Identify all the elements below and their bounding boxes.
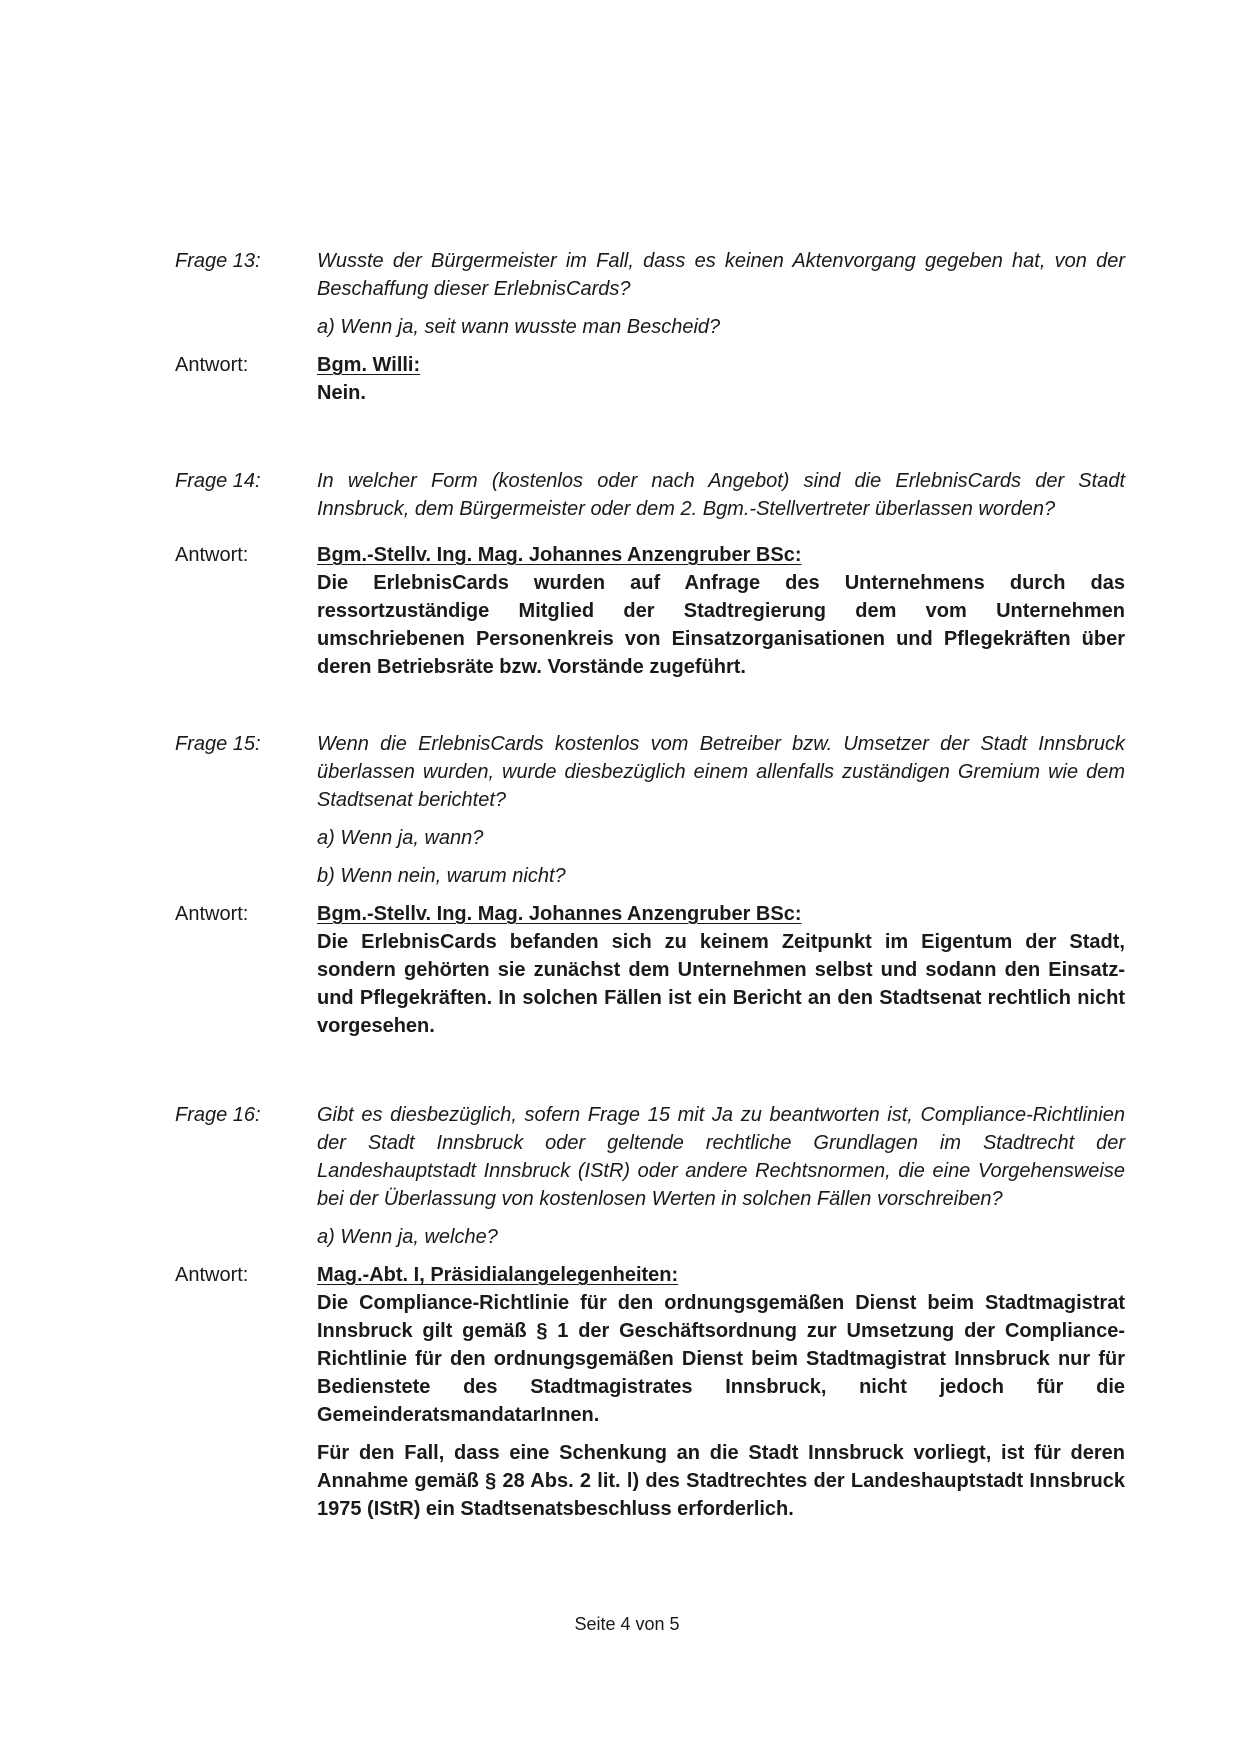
responder-name: Bgm.-Stellv. Ing. Mag. Johannes Anzengruber BSc: (317, 544, 802, 566)
frage-label: Frage 16: (175, 1104, 261, 1126)
answer-text: Die ErlebnisCards befanden sich zu keinem Zeitpunkt im Eigentum der Stadt, sondern gehörten sie zunächst dem Unternehmen selbst und sodann den Einsatz- und Pflegekräften. In solchen Fällen ist ein Bericht an den Stadtsenat rechtlich nicht vorgesehen. (317, 931, 1125, 1037)
antwort-label: Antwort: (175, 903, 249, 925)
question-sub-item: a) Wenn ja, welche? (317, 1226, 498, 1248)
responder-name: Bgm. Willi: (317, 354, 421, 376)
question-text: Wenn die ErlebnisCards kostenlos vom Betreiber bzw. Umsetzer der Stadt Innsbruck überlassen wurden, wurde diesbezüglich einem allenfalls zuständigen Gremium wie dem Stadtsenat berichtet? (317, 733, 1125, 811)
responder-name: Bgm.-Stellv. Ing. Mag. Johannes Anzengruber BSc: (317, 903, 802, 925)
responder-name: Mag.-Abt. I, Präsidialangelegenheiten: (317, 1264, 679, 1286)
frage-label: Frage 14: (175, 470, 261, 492)
answer-text-paragraph-2: Für den Fall, dass eine Schenkung an die Stadt Innsbruck vorliegt, ist für deren Annahme gemäß § 28 Abs. 2 lit. l) des Stadtrechtes der Landeshauptstadt Innsbruck 1975 (IStR) ein Stadtsenatsbeschluss erforderlich. (317, 1442, 1125, 1520)
question-block-16 (175, 1101, 1135, 1523)
question-text: Wusste der Bürgermeister im Fall, dass es keinen Aktenvorgang gegeben hat, von der Beschaffung dieser ErlebnisCards? (317, 250, 1125, 300)
question-sub-item: a) Wenn ja, wann? (317, 827, 484, 849)
antwort-label: Antwort: (175, 1264, 249, 1286)
answer-text: Die ErlebnisCards wurden auf Anfrage des Unternehmens durch das ressortzuständige Mitglied der Stadtregierung dem vom Unternehmen umschriebenen Personenkreis von Einsatzorganisationen und Pflegekräften über deren Betriebsräte bzw. Vorstände zugeführt. (317, 572, 1125, 678)
question-block-13 (175, 247, 1135, 407)
frage-label: Frage 13: (175, 250, 261, 272)
antwort-label: Antwort: (175, 544, 249, 566)
question-text: Gibt es diesbezüglich, sofern Frage 15 mit Ja zu beantworten ist, Compliance-Richtlinien der Stadt Innsbruck oder geltende rechtliche Grundlagen im Stadtrecht der Landeshauptstadt Innsbruck (IStR) oder andere Rechtsnormen, die eine Vorgehensweise bei der Überlassung von kostenlosen Werten in solchen Fällen vorschreiben? (317, 1104, 1125, 1210)
question-sub-item: b) Wenn nein, warum nicht? (317, 865, 566, 887)
question-sub-item: a) Wenn ja, seit wann wusste man Bescheid? (317, 316, 721, 338)
question-block-15 (175, 730, 1135, 1040)
frage-label: Frage 15: (175, 733, 261, 755)
antwort-label: Antwort: (175, 354, 249, 376)
question-text: In welcher Form (kostenlos oder nach Angebot) sind die ErlebnisCards der Stadt Innsbruck, dem Bürgermeister oder dem 2. Bgm.-Stellvertreter überlassen worden? (317, 470, 1125, 520)
question-block-14 (175, 467, 1135, 681)
page-number-footer: Seite 4 von 5 (574, 1614, 680, 1634)
answer-text: Die Compliance-Richtlinie für den ordnungsgemäßen Dienst beim Stadtmagistrat Innsbruck gilt gemäß § 1 der Geschäftsordnung zur Umsetzung der Compliance-Richtlinie für den ordnungsgemäßen Dienst beim Stadtmagistrat Innsbruck nur für Bedienstete des Stadtmagistrates Innsbruck, nicht jedoch für die GemeinderatsmandatarInnen. (317, 1292, 1125, 1426)
answer-text: Nein. (317, 382, 366, 404)
